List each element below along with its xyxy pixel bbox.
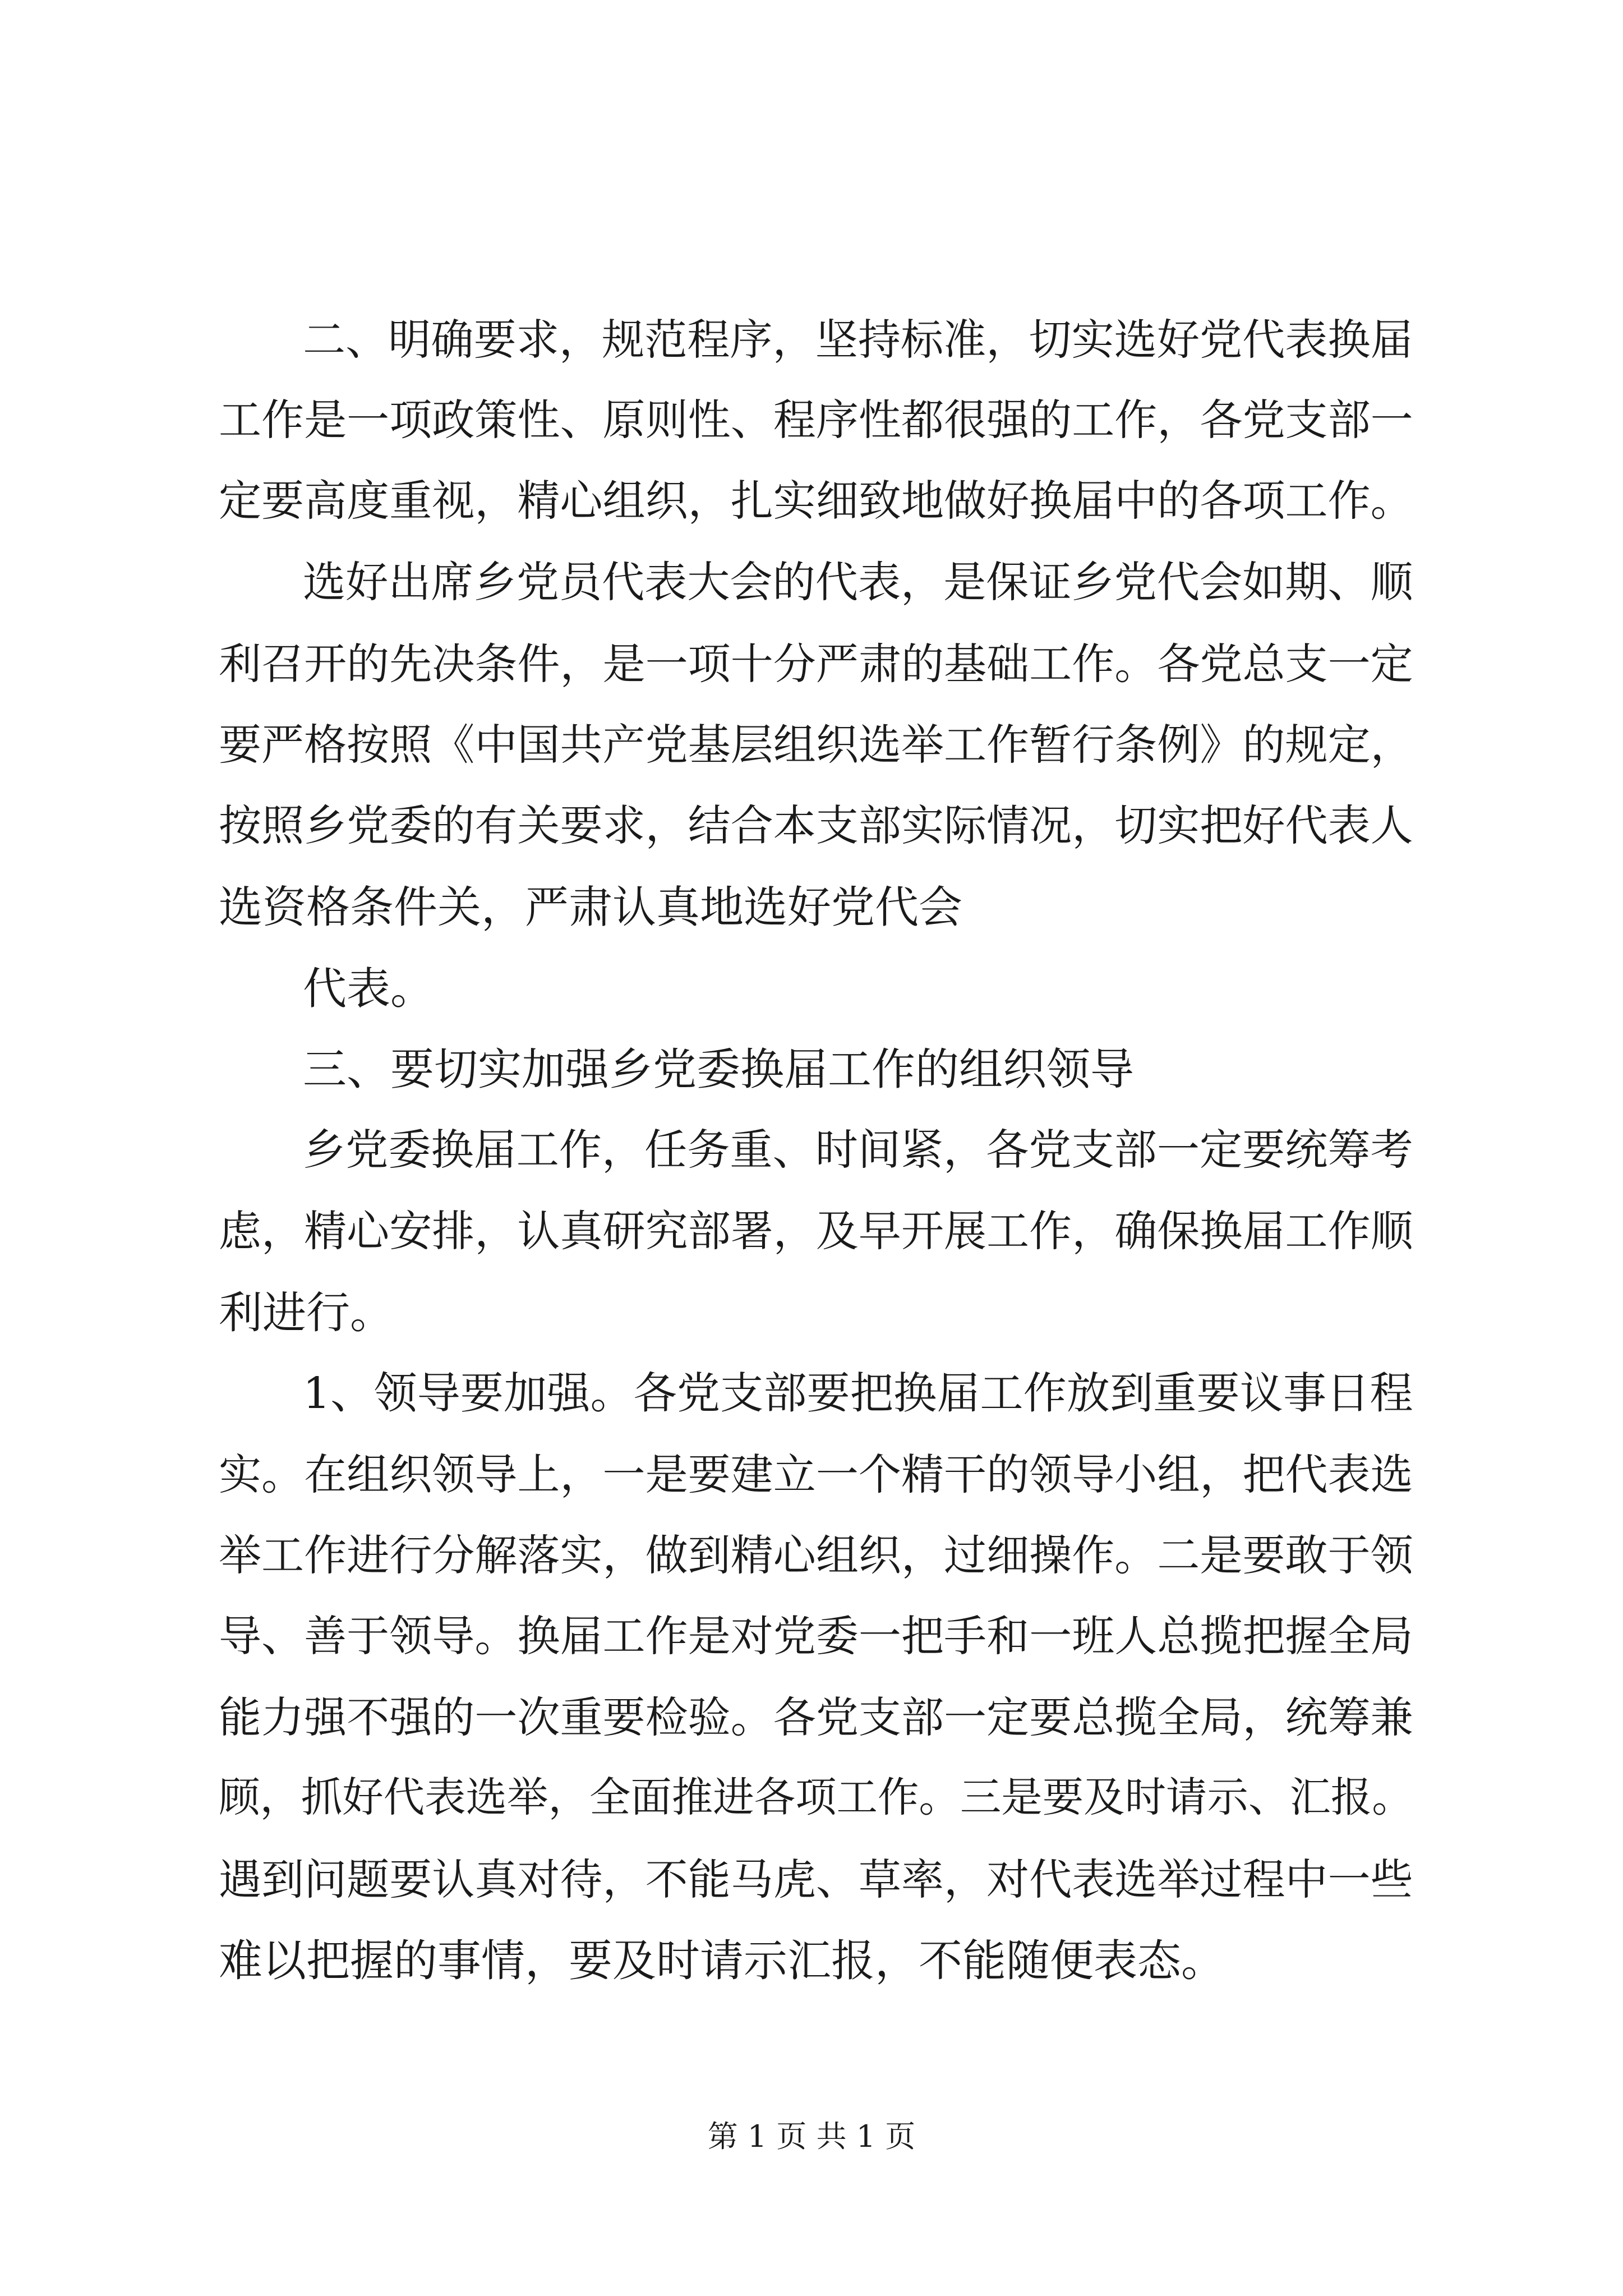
- text-line: 选资格条件关，严肃认真地选好党代会: [219, 882, 963, 933]
- text-line: 顾，抓好代表选举，全面推进各项工作。三是要及时请示、汇报。: [219, 1774, 1413, 1821]
- text-line: 按照乡党委的有关要求，结合本支部实际情况，切实把好代表人: [219, 800, 1413, 850]
- text-line: 代表。: [303, 964, 435, 1014]
- section-heading: 三、要切实加强乡党委换届工作的组织领导: [303, 1045, 1135, 1095]
- text-line: 乡党委换届工作，任务重、时间紧，各党支部一定要统筹考: [303, 1125, 1413, 1175]
- text-line: 举工作进行分解落实，做到精心组织，过细操作。二是要敢于领: [219, 1530, 1413, 1580]
- text-line: 能力强不强的一次重要检验。各党支部一定要总揽全局，统筹兼: [219, 1692, 1413, 1742]
- text-line: 1、领导要加强。各党支部要把换届工作放到重要议事日程: [303, 1368, 1413, 1419]
- text-line: 利召开的先决条件，是一项十分严肃的基础工作。各党总支一定: [219, 639, 1413, 689]
- page-number-footer: 第 1 页 共 1 页: [707, 2119, 916, 2154]
- text-line: 遇到问题要认真对待，不能马虎、草率，对代表选举过程中一些: [219, 1855, 1413, 1904]
- text-line: 要严格按照《中国共产党基层组织选举工作暂行条例》的规定，: [219, 720, 1413, 770]
- text-line: 工作是一项政策性、原则性、程序性都很强的工作，各党支部一: [219, 395, 1413, 445]
- text-line: 实。在组织领导上，一是要建立一个精干的领导小组，把代表选: [219, 1450, 1413, 1499]
- text-line: 选好出席乡党员代表大会的代表，是保证乡党代会如期、顺: [303, 557, 1413, 607]
- text-line: 导、善于领导。换届工作是对党委一把手和一班人总揽把握全局: [219, 1611, 1413, 1661]
- text-line: 虑，精心安排，认真研究部署，及早开展工作，确保换届工作顺: [219, 1206, 1413, 1256]
- text-line: 难以把握的事情，要及时请示汇报，不能随便表态。: [219, 1936, 1225, 1986]
- text-line: 二、明确要求，规范程序，坚持标准，切实选好党代表换届: [303, 315, 1413, 365]
- text-line: 定要高度重视，精心组织，扎实细致地做好换届中的各项工作。: [219, 476, 1413, 526]
- text-line: 利进行。: [219, 1288, 394, 1338]
